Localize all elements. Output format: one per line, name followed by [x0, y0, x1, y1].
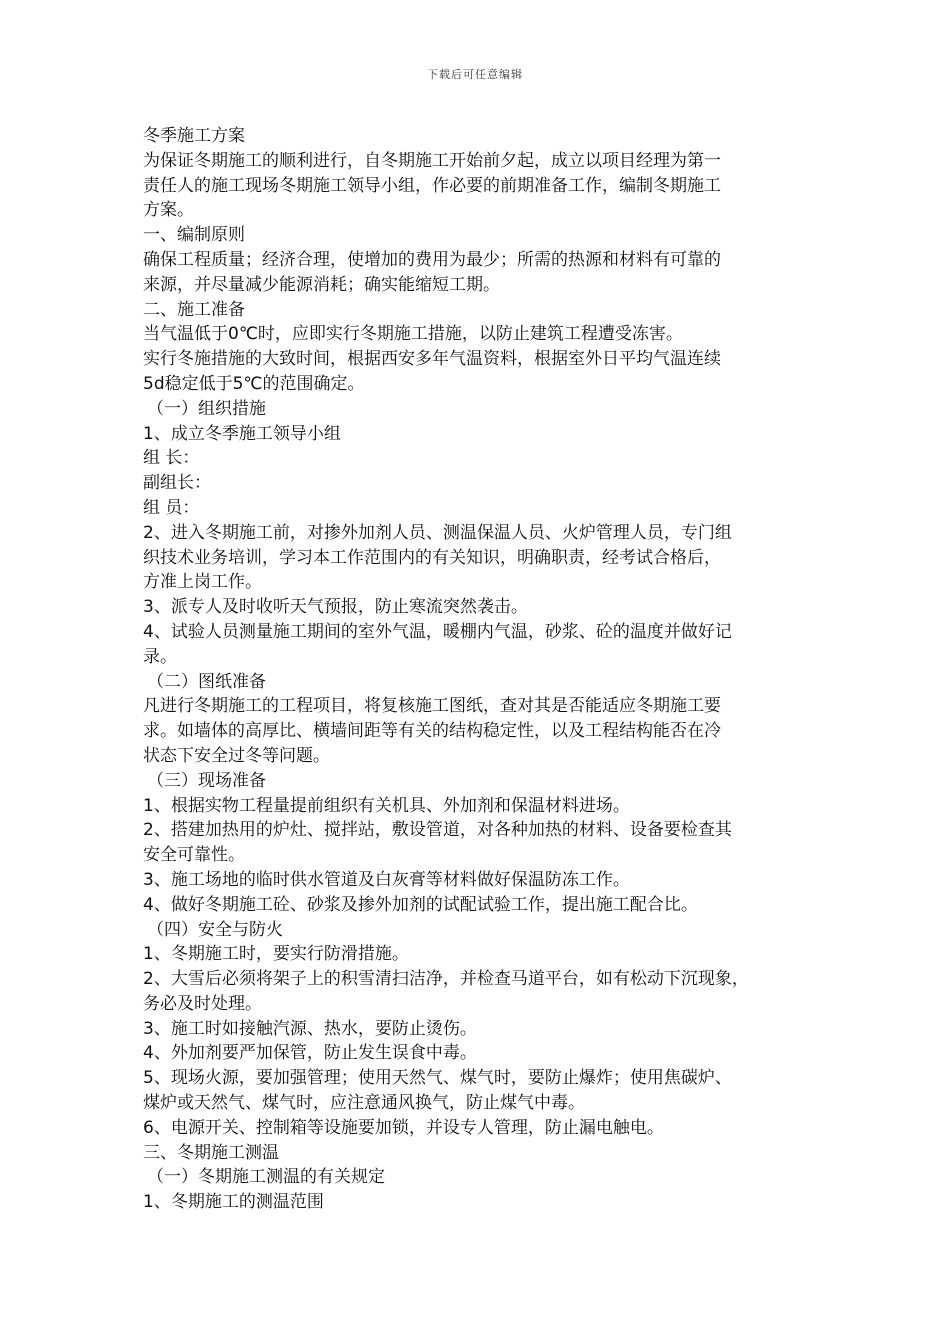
text-line: 6、电源开关、控制箱等设施要加锁，并设专人管理，防止漏电触电。	[143, 1117, 664, 1138]
text-line: 煤炉或天然气、煤气时，应注意通风换气，防止煤气中毒。	[143, 1093, 585, 1114]
text-line: 2、搭建加热用的炉灶、搅拌站，敷设管道，对各种加热的材料、设备要检查其	[143, 820, 732, 841]
text-line: 安全可靠性。	[143, 845, 245, 866]
text-line: 织技术业务培训，学习本工作范围内的有关知识，明确职责，经考试合格后，	[143, 547, 721, 568]
text-line: 录。	[143, 646, 177, 667]
text-line: 来源，并尽量减少能源消耗；确实能缩短工期。	[143, 274, 500, 295]
text-line: 5、现场火源，要加强管理；使用天然气、煤气时，要防止爆炸；使用焦碳炉、	[143, 1068, 732, 1089]
text-line: 3、施工时如接触汽源、热水，要防止烫伤。	[143, 1018, 477, 1039]
text-line: 方准上岗工作。	[143, 572, 262, 593]
section-heading: 二、施工准备	[143, 299, 245, 320]
text-line: 求。如墙体的高厚比、横墙间距等有关的结构稳定性，以及工程结构能否在冷	[143, 721, 721, 742]
text-line: 4、外加剂要严加保管，防止发生误食中毒。	[143, 1043, 477, 1064]
text-line: 4、试验人员测量施工期间的室外气温，暖棚内气温，砂浆、砼的温度并做好记	[143, 621, 732, 642]
text-line: 1、冬期施工的测温范围	[143, 1192, 324, 1213]
text-line: 1、根据实物工程量提前组织有关机具、外加剂和保温材料进场。	[143, 795, 630, 816]
text-line: 1、冬期施工时，要实行防滑措施。	[143, 944, 409, 965]
text-line: 1、成立冬季施工领导小组	[143, 423, 341, 444]
text-line: 组 员：	[143, 497, 200, 518]
text-line: 方案。	[143, 200, 194, 221]
subsection-heading: （三）现场准备	[147, 770, 266, 791]
text-line: 务必及时处理。	[143, 993, 262, 1014]
subsection-heading: （一）组织措施	[147, 398, 266, 419]
section-heading: 三、冬期施工测温	[143, 1142, 279, 1163]
text-line: 5d稳定低于5℃的范围确定。	[143, 373, 365, 394]
text-line: 状态下安全过冬等问题。	[143, 745, 330, 766]
text-line: 3、派专人及时收听天气预报，防止寒流突然袭击。	[143, 597, 528, 618]
page-header: 下载后可任意编辑	[427, 68, 523, 81]
text-line: 凡进行冬期施工的工程项目，将复核施工图纸，查对其是否能适应冬期施工要	[143, 696, 721, 717]
subsection-heading: （四）安全与防火	[147, 919, 283, 940]
text-line: 2、进入冬期施工前，对掺外加剂人员、测温保温人员、火炉管理人员，专门组	[143, 522, 732, 543]
text-line: 4、做好冬期施工砼、砂浆及掺外加剂的试配试验工作，提出施工配合比。	[143, 894, 698, 915]
text-line: 副组长：	[143, 473, 211, 494]
text-line: 2、大雪后必须将架子上的积雪清扫洁净，并检查马道平台，如有松动下沉现象，	[143, 969, 749, 990]
text-line: 实行冬施措施的大致时间，根据西安多年气温资料，根据室外日平均气温连续	[143, 349, 721, 370]
section-heading: 一、编制原则	[143, 225, 245, 246]
text-line: 组 长：	[143, 448, 200, 469]
text-line: 责任人的施工现场冬期施工领导小组，作必要的前期准备工作，编制冬期施工	[143, 175, 721, 196]
document-body	[143, 124, 833, 1215]
text-line: 3、施工场地的临时供水管道及白灰膏等材料做好保温防冻工作。	[143, 869, 630, 890]
subsection-heading: （二）图纸准备	[147, 671, 266, 692]
text-line: 为保证冬期施工的顺利进行，自冬期施工开始前夕起，成立以项目经理为第一	[143, 150, 721, 171]
text-line: 确保工程质量；经济合理，使增加的费用为最少；所需的热源和材料有可靠的	[143, 249, 721, 270]
subsection-heading: （一）冬期施工测温的有关规定	[147, 1167, 385, 1188]
text-line: 当气温低于0℃时，应即实行冬期施工措施，以防止建筑工程遭受冻害。	[143, 324, 683, 345]
document-title: 冬季施工方案	[143, 126, 245, 146]
